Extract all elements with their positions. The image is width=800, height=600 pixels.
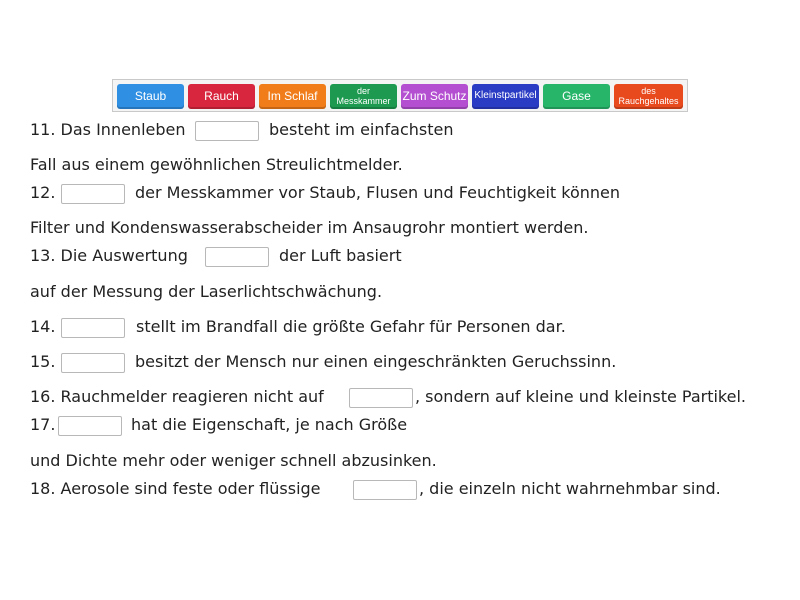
word-bank [112,79,688,112]
sentence-11-part-b: besteht im einfachsten [269,120,454,139]
sentence-13-part-b: der Luft basiert [279,246,402,265]
sentence-16-part-b: , sondern auf kleine und kleinste Partikel. [415,387,746,406]
answer-blank-16[interactable] [349,388,413,408]
sentence-12-continuation: Filter und Kondenswasserabscheider im Ansaugrohr montiert werden. [30,218,589,237]
word-chip-zum-schutz[interactable]: Zum Schutz [401,84,468,109]
sentence-18-part-b: , die einzeln nicht wahrnehmbar sind. [419,479,721,498]
answer-blank-11[interactable] [195,121,259,141]
sentence-13-part-a: 13. Die Auswertung [30,246,188,265]
word-chip-im-schlaf[interactable]: Im Schlaf [259,84,326,109]
word-chip-staub[interactable]: Staub [117,84,184,109]
sentence-15-part-b: besitzt der Mensch nur einen eingeschränkten Geruchssinn. [135,352,617,371]
sentence-18-part-a: 18. Aerosole sind feste oder flüssige [30,479,321,498]
answer-blank-18[interactable] [353,480,417,500]
answer-blank-17[interactable] [58,416,122,436]
sentence-12-part-b: der Messkammer vor Staub, Flusen und Feuchtigkeit können [135,183,621,202]
answer-blank-13[interactable] [205,247,269,267]
sentence-14-part-a: 14. [30,317,56,336]
answer-blank-15[interactable] [61,353,125,373]
sentence-13-continuation: auf der Messung der Laserlichtschwächung. [30,282,383,301]
sentence-14-part-b: stellt im Brandfall die größte Gefahr für Personen dar. [136,317,566,336]
answer-blank-14[interactable] [61,318,125,338]
sentence-11-part-a: 11. Das Innenleben [30,120,186,139]
sentence-17-continuation: und Dichte mehr oder weniger schnell abzusinken. [30,451,437,470]
word-chip-rauch[interactable]: Rauch [188,84,255,109]
word-chip-des-rauchgehaltes[interactable]: des Rauchgehaltes [614,84,683,109]
sentence-15-part-a: 15. [30,352,56,371]
sentence-12-part-a: 12. [30,183,56,202]
word-chip-kleinstpartikel[interactable]: Kleinstpartikel [472,84,539,109]
word-chip-gase[interactable]: Gase [543,84,610,109]
word-chip-der-messkammer[interactable]: der Messkammer [330,84,397,109]
sentence-11-continuation: Fall aus einem gewöhnlichen Streulichtmelder. [30,155,403,174]
sentence-16-part-a: 16. Rauchmelder reagieren nicht auf [30,387,324,406]
sentence-17-part-b: hat die Eigenschaft, je nach Größe [131,415,408,434]
answer-blank-12[interactable] [61,184,125,204]
sentence-17-part-a: 17. [30,415,56,434]
